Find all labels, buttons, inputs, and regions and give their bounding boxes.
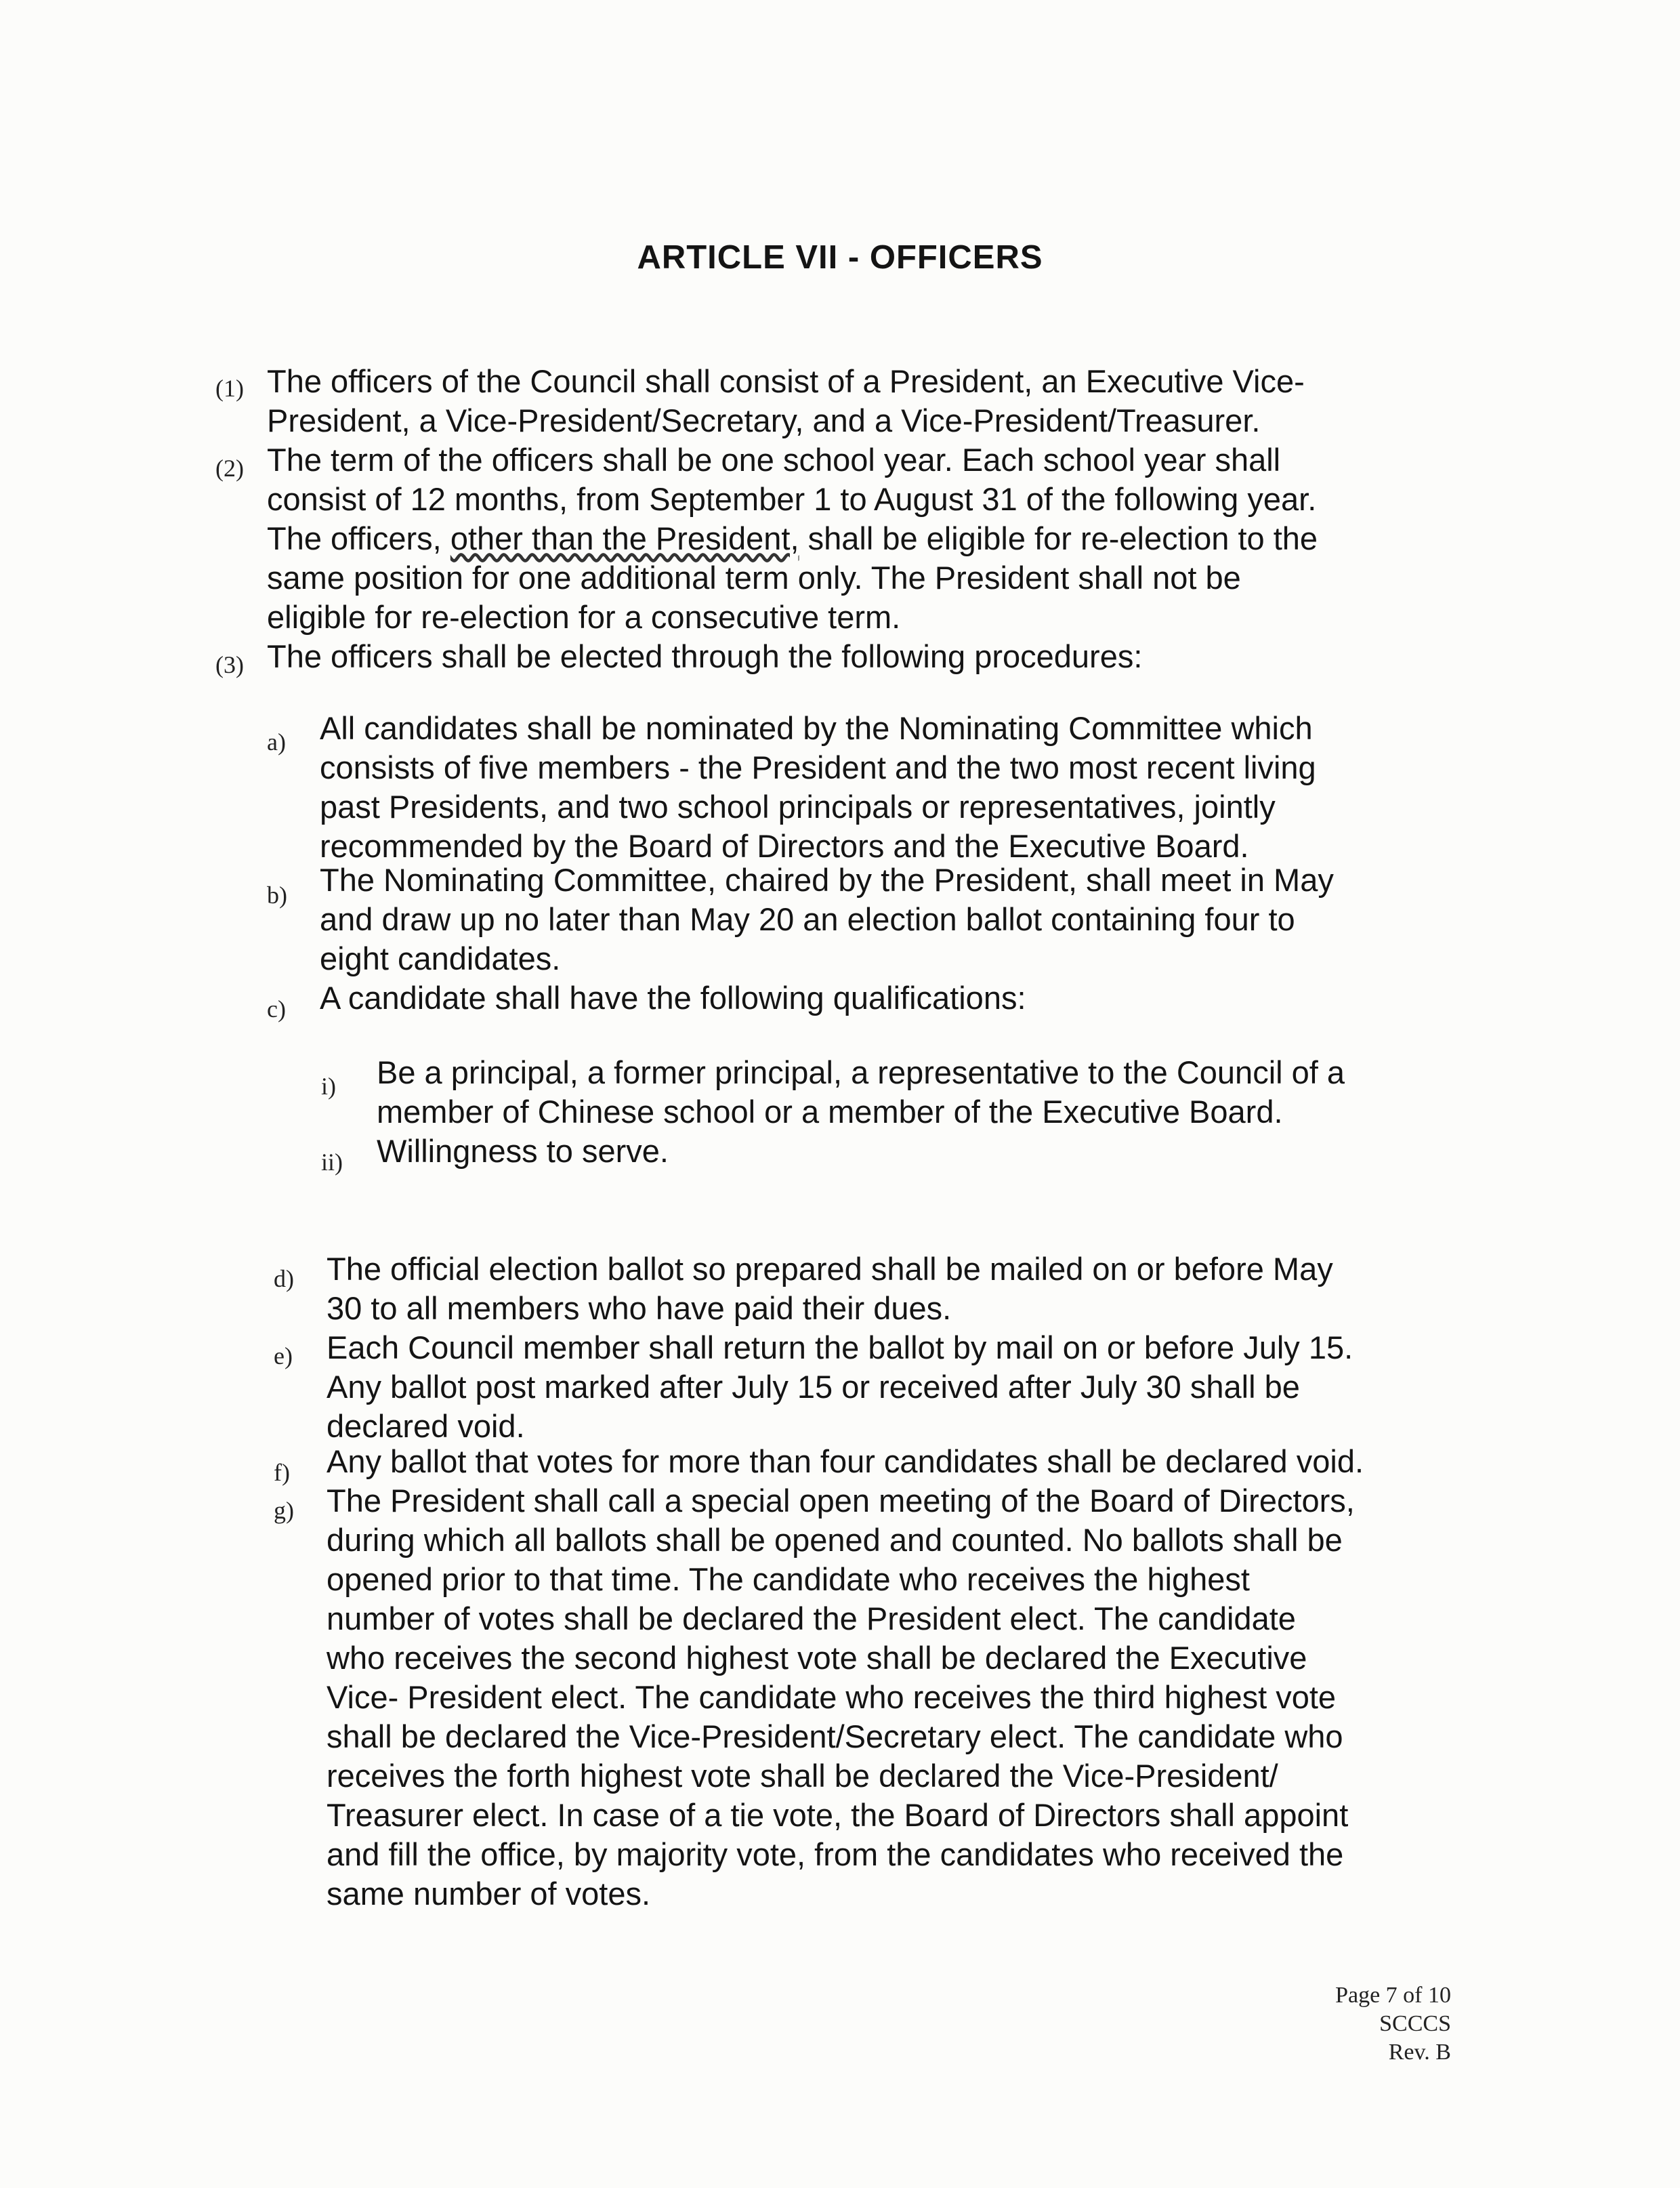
qualification-i-text [377, 1053, 1345, 1132]
text-line: eligible for re-election for a consecutive term. [267, 599, 901, 635]
text-line: Be a principal, a former principal, a representative to the Council of a [377, 1054, 1345, 1090]
procedure-f-text [327, 1442, 1364, 1481]
text-line: Any ballot that votes for more than four candidates shall be declared void. [327, 1443, 1364, 1479]
text-line: recommended by the Board of Directors and the Executive Board. [320, 828, 1249, 864]
text-line: consists of five members - the President and the two most recent living [320, 749, 1316, 785]
procedure-b-text [320, 861, 1334, 978]
procedure-marker-a: a) [267, 728, 286, 756]
text-line: Any ballot post marked after July 15 or received after July 30 shall be [327, 1369, 1300, 1405]
text-line: same position for one additional term only. The President shall not be [267, 560, 1241, 596]
text-line-underlined: The officers, other than the President, shall be eligible for re-election to the [267, 520, 1318, 556]
procedure-marker-c: c) [267, 995, 286, 1023]
procedure-a-text [320, 709, 1316, 866]
section-2-text [267, 440, 1318, 637]
text-line: The term of the officers shall be one school year. Each school year shall [267, 442, 1281, 478]
text-line: All candidates shall be nominated by the Nominating Committee which [320, 710, 1313, 746]
organization-code: SCCCS [1379, 2011, 1451, 2036]
text-line: consist of 12 months, from September 1 to August 31 of the following year. [267, 481, 1317, 517]
procedure-marker-e: e) [274, 1342, 293, 1369]
text-line: Vice- President elect. The candidate who receives the third highest vote [327, 1679, 1337, 1715]
text-line: and draw up no later than May 20 an election ballot containing four to [320, 901, 1295, 937]
text-line: The officers of the Council shall consist of a President, an Executive Vice- [267, 363, 1305, 399]
text-line: Willingness to serve. [377, 1133, 669, 1169]
text-line: number of votes shall be declared the President elect. The candidate [327, 1601, 1296, 1636]
text-line: Treasurer elect. In case of a tie vote, the Board of Directors shall appoint [327, 1797, 1349, 1833]
procedure-marker-d: d) [274, 1265, 294, 1292]
procedure-marker-b: b) [267, 882, 287, 909]
procedure-g-text [327, 1481, 1355, 1914]
text-line: President, a Vice-President/Secretary, and a Vice-President/Treasurer. [267, 402, 1261, 438]
text-line: Each Council member shall return the ballot by mail on or before July 15. [327, 1329, 1353, 1365]
text-line: The President shall call a special open meeting of the Board of Directors, [327, 1483, 1355, 1519]
qualification-ii-text [377, 1132, 669, 1171]
article-title: ARTICLE VII - OFFICERS [637, 239, 1043, 276]
qualification-marker-ii: ii) [321, 1149, 343, 1176]
revision-label: Rev. B [1388, 2040, 1451, 2065]
text-line: declared void. [327, 1408, 525, 1444]
section-marker-2: (2) [215, 455, 244, 482]
text-line: The official election ballot so prepared shall be mailed on or before May [327, 1251, 1333, 1287]
section-marker-3: (3) [215, 651, 244, 678]
text-line: past Presidents, and two school principals or representatives, jointly [320, 789, 1276, 825]
text-line: eight candidates. [320, 941, 561, 976]
procedure-marker-f: f) [274, 1459, 290, 1486]
text-line: opened prior to that time. The candidate who receives the highest [327, 1561, 1250, 1597]
procedure-marker-g: g) [274, 1497, 294, 1524]
text-line: and fill the office, by majority vote, from the candidates who received the [327, 1836, 1344, 1872]
text-line: same number of votes. [327, 1876, 651, 1912]
text-line: The Nominating Committee, chaired by the President, shall meet in May [320, 862, 1334, 898]
section-3-text [267, 637, 1142, 676]
section-marker-1: (1) [215, 375, 244, 402]
text-line: The officers shall be elected through the following procedures: [267, 638, 1143, 674]
text-line: shall be declared the Vice-President/Secretary elect. The candidate who [327, 1718, 1343, 1754]
section-1-text [267, 362, 1305, 440]
procedure-c-text [320, 978, 1026, 1018]
text-line: member of Chinese school or a member of the Executive Board. [377, 1094, 1283, 1130]
procedure-d-text [327, 1250, 1333, 1328]
qualification-marker-i: i) [321, 1073, 336, 1100]
text-line: who receives the second highest vote shall be declared the Executive [327, 1640, 1307, 1676]
text-line: receives the forth highest vote shall be declared the Vice-President/ [327, 1758, 1278, 1794]
text-line: 30 to all members who have paid their dues. [327, 1290, 952, 1326]
page-footer [1335, 1981, 1451, 2067]
page-number: Page 7 of 10 [1335, 1983, 1451, 2008]
underlined-phrase: other than the President, [450, 520, 799, 556]
text-line: during which all ballots shall be opened and counted. No ballots shall be [327, 1522, 1343, 1558]
text-line: A candidate shall have the following qualifications: [320, 980, 1026, 1016]
procedure-e-text [327, 1328, 1353, 1446]
